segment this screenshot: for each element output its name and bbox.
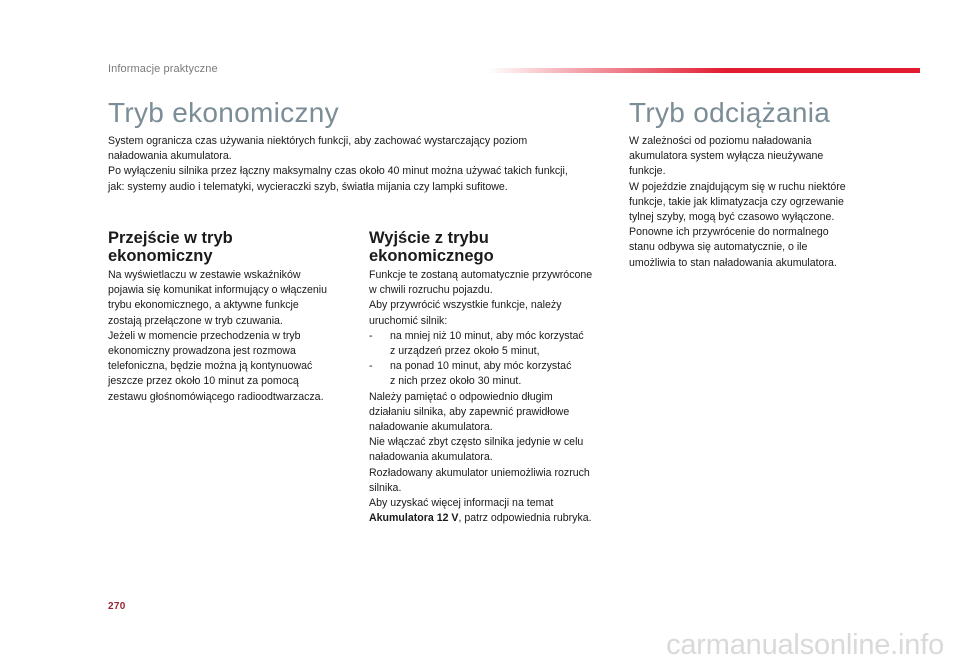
eco-mode-title: Tryb ekonomiczny [108,97,339,128]
section-header: Informacje praktyczne [108,63,218,75]
load-line: W zależności od poziomu naładowania [629,135,812,147]
eco-mode-intro [108,134,608,195]
exit-line: w chwili rozruchu pojazdu. [369,284,493,297]
exit-bullet-line: z urządzeń przez około 5 minut, [390,345,540,358]
exit-line: Aby przywrócić wszystkie funkcje, należy [369,299,562,312]
bullet-dash: - [369,329,373,342]
entry-title-line: Przejście w tryb [108,229,233,247]
entry-line: zestawu głośnomówiącego radioodtwarzacza. [108,390,324,403]
exit-bullet-line: na mniej niż 10 minut, aby móc korzystać [390,329,584,342]
exit-bullet-line: z nich przez około 30 minut. [390,375,522,388]
load-line: funkcje. [629,165,666,178]
exit-bullet-line: na ponad 10 minut, aby móc korzystać [390,360,572,373]
entry-body [108,268,358,405]
header-accent-bar [488,68,920,73]
exit-line: Aby uzyskać więcej informacji na temat [369,497,554,510]
exit-title-line: ekonomicznego [369,247,494,265]
load-line: W pojeździe znajdującym się w ruchu niektóre [629,180,846,193]
exit-line: Rozładowany akumulator uniemożliwia rozruch [369,466,590,479]
exit-last-rest: , patrz odpowiednia rubryka. [458,512,592,525]
entry-line: Na wyświetlaczu w zestawie wskaźników [108,269,301,281]
exit-body [369,268,619,526]
load-shedding-body [629,134,889,271]
load-line: umożliwia to stan naładowania akumulatora. [629,256,837,269]
load-shedding-title: Tryb odciążania [629,97,831,128]
entry-line: trybu ekonomicznego, a aktywne funkcje [108,299,299,312]
exit-line: Należy pamiętać o odpowiednio długim [369,390,553,403]
eco-intro-line: System ogranicza czas używania niektórych funkcji, aby zachować wystarczający poziom [108,135,528,147]
load-line: Ponowne ich przywrócenie do normalnego [629,226,829,239]
watermark: carmanualsonline.info [666,629,944,661]
entry-title [108,229,358,265]
battery-reference: Akumulatora 12 V [369,512,459,525]
eco-intro-line: jak: systemy audio i telematyki, wycieraczki szyb, światła mijania czy lampki sufitowe. [108,180,508,193]
exit-line: Nie włączać zbyt często silnika jedynie w celu [369,436,584,449]
exit-line: naładowanie akumulatora. [369,421,493,434]
page-number: 270 [108,601,126,612]
entry-line: Jeżeli w momencie przechodzenia w tryb [108,329,301,342]
exit-last-line [369,511,619,526]
exit-bullet [369,359,619,389]
bullet-dash: - [369,360,373,373]
entry-line: telefoniczna, będzie można ją kontynuować [108,360,313,373]
eco-intro-line: naładowania akumulatora. [108,150,232,163]
entry-line: zostają przełączone w tryb czuwania. [108,314,283,327]
entry-title-line: ekonomiczny [108,247,213,265]
exit-line: Funkcje te zostaną automatycznie przywrócone [369,269,593,281]
entry-line: jeszcze przez około 10 minut za pomocą [108,375,299,388]
exit-line: naładowania akumulatora. [369,451,493,464]
exit-line: silnika. [369,481,402,494]
eco-intro-line: Po wyłączeniu silnika przez łączny maksymalny czas około 40 minut można używać takich funkcji, [108,165,568,178]
load-line: tylnej szyby, mogą być czasowo wyłączone. [629,211,835,224]
entry-line: ekonomiczny prowadzona jest rozmowa [108,345,296,358]
exit-line: uruchomić silnik: [369,314,448,327]
entry-line: pojawia się komunikat informujący o włączeniu [108,284,328,297]
exit-bullet [369,329,619,359]
exit-title [369,229,619,265]
load-line: funkcje, takie jak klimatyzacja czy ogrzewanie [629,195,844,208]
load-line: stanu odbywa się automatycznie, o ile [629,241,808,254]
exit-line: działaniu silnika, aby zapewnić prawidłowe [369,405,570,418]
entry-section [108,229,358,265]
load-line: akumulatora system wyłącza nieużywane [629,150,824,163]
exit-title-line: Wyjście z trybu [369,229,489,247]
exit-section [369,229,619,265]
